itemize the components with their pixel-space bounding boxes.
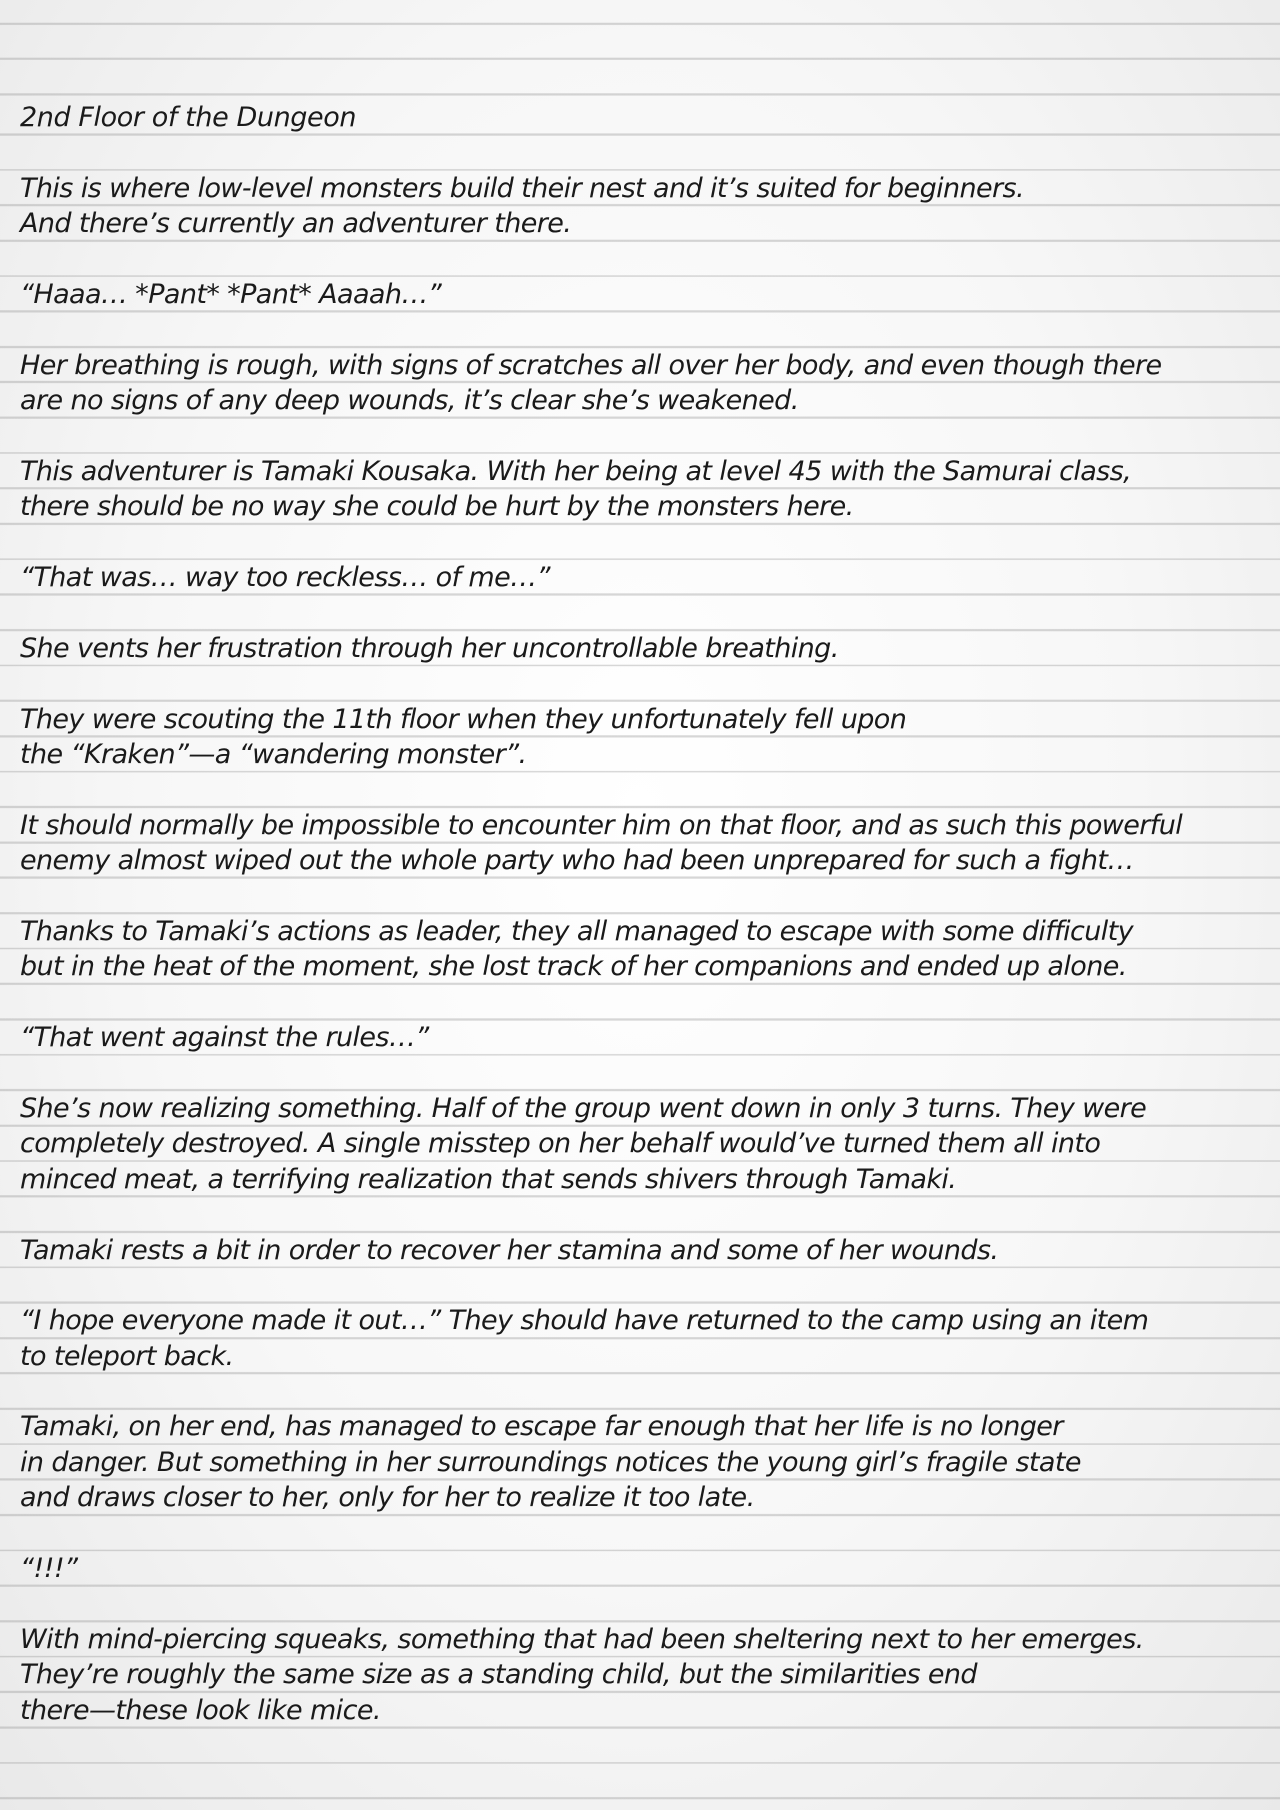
paragraph-gap: [20, 985, 1280, 1020]
text-line: enemy almost wiped out the whole party who had been unprepared for such a fight…: [20, 845, 1134, 877]
paragraph-gap: [20, 135, 1280, 170]
paragraph: [20, 348, 1280, 419]
paragraph-gap: [20, 1586, 1280, 1621]
text-line: the “Kraken”—a “wandering monster”.: [20, 739, 527, 771]
paragraph-gap: [20, 1268, 1280, 1303]
text-line: completely destroyed. A single misstep on her behalf would’ve turned them all into: [20, 1128, 1101, 1160]
text-line: With mind-piercing squeaks, something that had been sheltering next to her emerges.: [20, 1623, 1144, 1655]
paragraph: [20, 1551, 1280, 1586]
text-line: “Haaa… *Pant* *Pant* Aaaah…”: [20, 278, 442, 310]
paragraph: [20, 171, 1280, 242]
text-line: She vents her frustration through her uncontrollable breathing.: [20, 632, 839, 664]
paragraph-list: [20, 171, 1280, 1728]
document-title: 2nd Floor of the Dungeon: [20, 102, 357, 133]
text-line: They’re roughly the same size as a standing child, but the similarities end: [20, 1659, 977, 1691]
text-line: She’s now realizing something. Half of the group went down in only 3 turns. They were: [20, 1092, 1147, 1124]
paragraph-gap: [20, 772, 1280, 807]
text-line: Thanks to Tamaki’s actions as leader, they all managed to escape with some difficulty: [20, 915, 1133, 947]
text-line: And there’s currently an adventurer there.: [20, 208, 572, 240]
text-line: “That went against the rules…”: [20, 1022, 429, 1054]
text-line: minced meat, a terrifying realization that sends shivers through Tamaki.: [20, 1163, 957, 1195]
paragraph: [20, 560, 1280, 595]
paragraph: [20, 702, 1280, 773]
paragraph-gap: [20, 525, 1280, 560]
text-line: They were scouting the 11th floor when they unfortunately fell upon: [20, 703, 907, 735]
text-line: “!!!”: [20, 1553, 78, 1585]
paragraph: [20, 1622, 1280, 1728]
text-line: This is where low-level monsters build their nest and it’s suited for beginners.: [20, 172, 1024, 204]
paragraph-gap: [20, 242, 1280, 277]
text-line: Tamaki, on her end, has managed to escape far enough that her life is no longer: [20, 1411, 1063, 1443]
text-line: Tamaki rests a bit in order to recover her stamina and some of her wounds.: [20, 1234, 999, 1266]
paragraph-gap: [20, 1197, 1280, 1232]
paragraph: [20, 631, 1280, 666]
text-line: Her breathing is rough, with signs of scratches all over her body, and even though there: [20, 349, 1162, 381]
paragraph-gap: [20, 595, 1280, 630]
paragraph: [20, 808, 1280, 879]
paragraph-gap: [20, 1516, 1280, 1551]
paragraph: [20, 1233, 1280, 1268]
text-line: are no signs of any deep wounds, it’s clear she’s weakened.: [20, 385, 799, 417]
paragraph: [20, 454, 1280, 525]
paragraph-gap: [20, 1374, 1280, 1409]
text-line: in danger. But something in her surroundings notices the young girl’s fragile state: [20, 1446, 1081, 1478]
paragraph-gap: [20, 312, 1280, 347]
text-line: but in the heat of the moment, she lost track of her companions and ended up alone.: [20, 951, 1127, 983]
text-line: and draws closer to her, only for her to realize it too late.: [20, 1482, 755, 1514]
document-body: [20, 100, 1280, 1728]
text-line: It should normally be impossible to encounter him on that floor, and as such this powerful: [20, 809, 1183, 841]
text-line: “That was… way too reckless… of me…”: [20, 562, 550, 594]
text-line: there—these look like mice.: [20, 1694, 381, 1726]
text-line: This adventurer is Tamaki Kousaka. With her being at level 45 with the Samurai class,: [20, 455, 1132, 487]
paragraph: [20, 914, 1280, 985]
paragraph-gap: [20, 1056, 1280, 1091]
paragraph: [20, 1020, 1280, 1055]
paragraph: [20, 1409, 1280, 1515]
text-line: to teleport back.: [20, 1340, 234, 1372]
paragraph-gap: [20, 666, 1280, 701]
paragraph-gap: [20, 879, 1280, 914]
text-line: “I hope everyone made it out…” They should have returned to the camp using an item: [20, 1305, 1149, 1337]
paragraph: [20, 1091, 1280, 1197]
paragraph: [20, 277, 1280, 312]
paragraph-gap: [20, 419, 1280, 454]
text-line: there should be no way she could be hurt by the monsters here.: [20, 491, 854, 523]
paragraph: [20, 1303, 1280, 1374]
